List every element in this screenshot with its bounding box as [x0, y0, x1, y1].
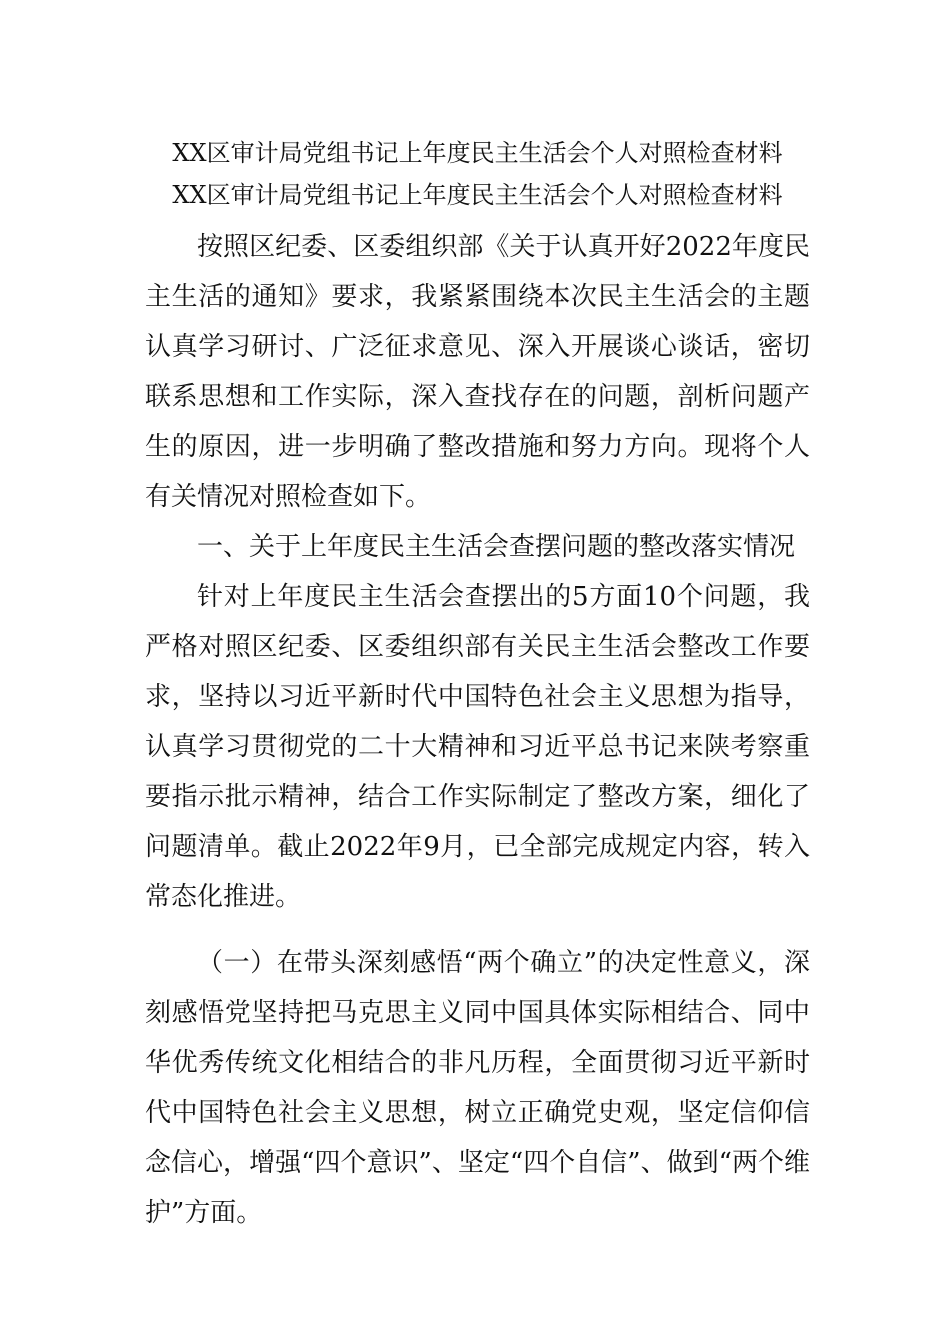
spacer: [145, 922, 810, 938]
subsection-paragraph: （一）在带头深刻感悟“两个确立”的决定性意义，深刻感悟党坚持把马克思主义同中国具体实际相结合、同中华优秀传统文化相结合的非凡历程，全面贯彻习近平新时代中国特色社会主义思想，树立正确党史观，坚定信仰信念信心，增强“四个意识”、坚定“四个自信”、做到“两个维护”方面。: [145, 948, 810, 1228]
body-paragraph: 针对上年度民主生活会查摆出的5方面10个问题，我严格对照区纪委、区委组织部有关民主生活会整改工作要求，坚持以习近平新时代中国特色社会主义思想为指导，认真学习贯彻党的二十大精神和习近平总书记来陕考察重要指示批示精神，结合工作实际制定了整改方案，细化了问题清单。截止2022年9月，已全部完成规定内容，转入常态化推进。: [145, 582, 810, 912]
document-title-repeat: XX区审计局党组书记上年度民主生活会个人对照检查材料: [172, 181, 783, 209]
document-body: [145, 132, 810, 1238]
intro-paragraph: 按照区纪委、区委组织部《关于认真开好2022年度民主生活的通知》要求，我紧紧围绕本次民主生活会的主题认真学习研讨、广泛征求意见、深入开展谈心谈话，密切联系思想和工作实际，深入查找存在的问题，剖析问题产生的原因，进一步明确了整改措施和努力方向。现将个人有关情况对照检查如下。: [145, 232, 810, 512]
section-heading: 一、关于上年度民主生活会查摆问题的整改落实情况: [197, 532, 796, 562]
document-title: XX区审计局党组书记上年度民主生活会个人对照检查材料: [172, 139, 783, 167]
